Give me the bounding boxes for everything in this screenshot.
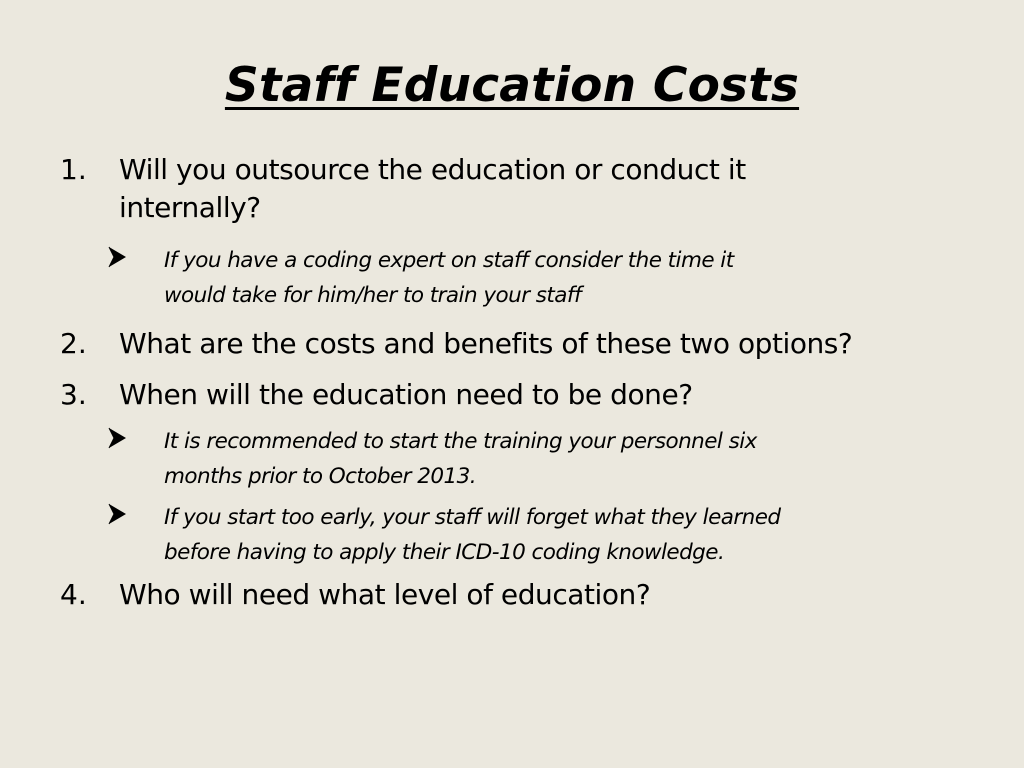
item-text-line: Who will need what level of education? [119, 578, 651, 611]
sub-item-line: before having to apply their ICD-10 coding knowledge. [164, 540, 725, 565]
sub-item-line: It is recommended to start the training your personnel six [164, 429, 757, 454]
arrow-bullet-icon [107, 243, 129, 273]
arrow-bullet-icon [107, 424, 129, 454]
sub-item-line: would take for him/her to train your staff [164, 283, 581, 308]
sub-item-text [164, 500, 954, 570]
sub-item-line: If you have a coding expert on staff consider the time it [164, 248, 734, 273]
sub-item-line: If you start too early, your staff will forget what they learned [164, 505, 781, 530]
item-text-line: What are the costs and benefits of these two options? [119, 327, 853, 360]
item-number: 1. [60, 153, 87, 186]
sub-item-text [164, 243, 954, 313]
item-text [119, 576, 999, 614]
item-number: 3. [60, 378, 87, 411]
item-text [119, 151, 999, 227]
item-text [119, 325, 999, 363]
item-text-line: internally? [119, 191, 261, 224]
item-text [119, 376, 999, 414]
sub-item-line: months prior to October 2013. [164, 464, 476, 489]
item-number: 2. [60, 327, 87, 360]
item-text-line: Will you outsource the education or conduct it [119, 153, 746, 186]
arrow-bullet-icon [107, 500, 129, 530]
slide-title: Staff Education Costs [224, 58, 800, 113]
sub-item-text [164, 424, 954, 494]
item-text-line: When will the education need to be done? [119, 378, 693, 411]
item-number: 4. [60, 578, 87, 611]
